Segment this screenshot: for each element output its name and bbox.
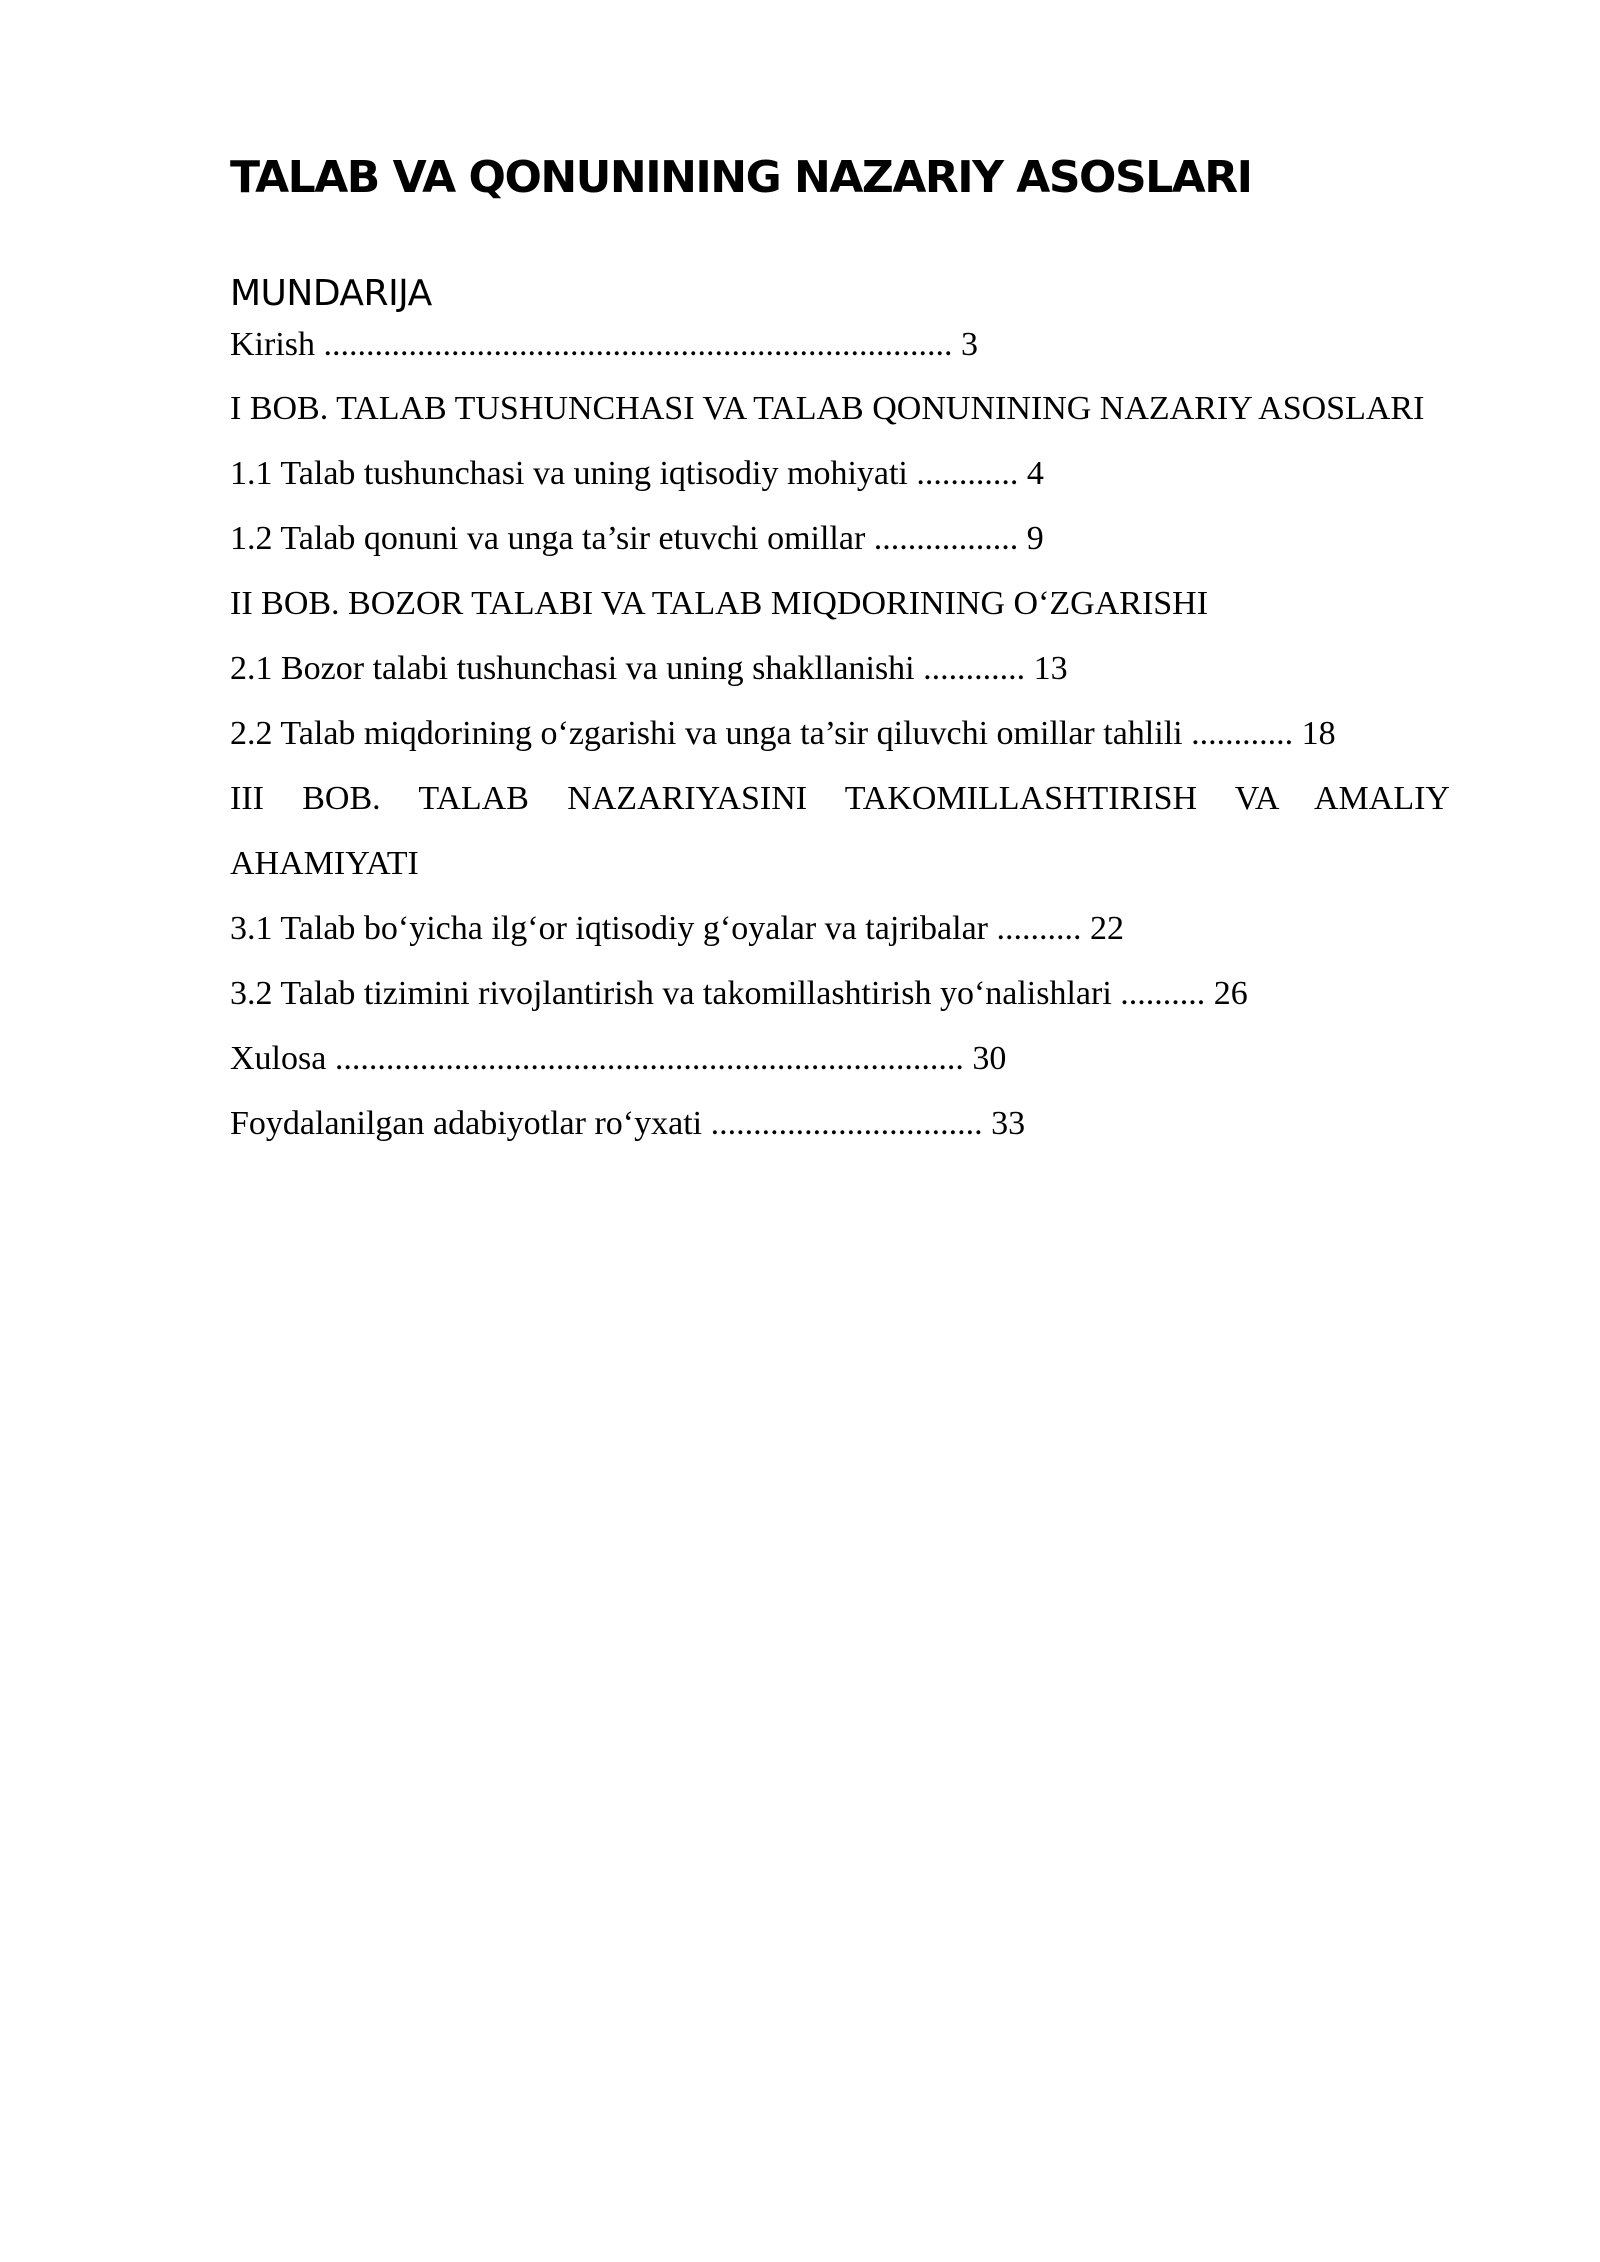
toc-entry-section-2-2: 2.2 Talab miqdorining o‘zgarishi va unga ta’sir qiluvchi omillar tahlili ............ 18 (230, 715, 1336, 752)
toc-entry-conclusion: Xulosa .......................................................................... 30 (230, 1040, 1007, 1077)
toc-entry-introduction: Kirish .......................................................................... 3 (230, 326, 978, 363)
toc-entry-section-2-1: 2.1 Bozor talabi tushunchasi va uning shakllanishi ............ 13 (230, 650, 1068, 687)
table-of-contents (230, 320, 1450, 1156)
toc-entry-chapter-3: III BOB. TALAB NAZARIYASINI TAKOMILLASHTIRISH VA AMALIY AHAMIYATI (230, 780, 1450, 882)
toc-entry-section-1-1: 1.1 Talab tushunchasi va uning iqtisodiy mohiyati ............ 4 (230, 455, 1044, 492)
toc-entry-section-3-2: 3.2 Talab tizimini rivojlantirish va takomillashtirish yo‘nalishlari .......... 26 (230, 975, 1248, 1012)
toc-entry-chapter-1: I BOB. TALAB TUSHUNCHASI VA TALAB QONUNINING NAZARIY ASOSLARI (230, 390, 1425, 427)
document-title: TALAB VA QONUNINING NAZARIY ASOSLARI (230, 152, 1252, 203)
toc-entry-references: Foydalanilgan adabiyotlar ro‘yxati ................................ 33 (230, 1105, 1026, 1142)
toc-entry-chapter-2: II BOB. BOZOR TALABI VA TALAB MIQDORINING O‘ZGARISHI (230, 585, 1209, 622)
toc-entry-section-3-1: 3.1 Talab bo‘yicha ilg‘or iqtisodiy g‘oyalar va tajribalar .......... 22 (230, 910, 1124, 947)
toc-entry-section-1-2: 1.2 Talab qonuni va unga ta’sir etuvchi omillar ................. 9 (230, 520, 1044, 557)
toc-heading: MUNDARIJA (230, 273, 432, 314)
